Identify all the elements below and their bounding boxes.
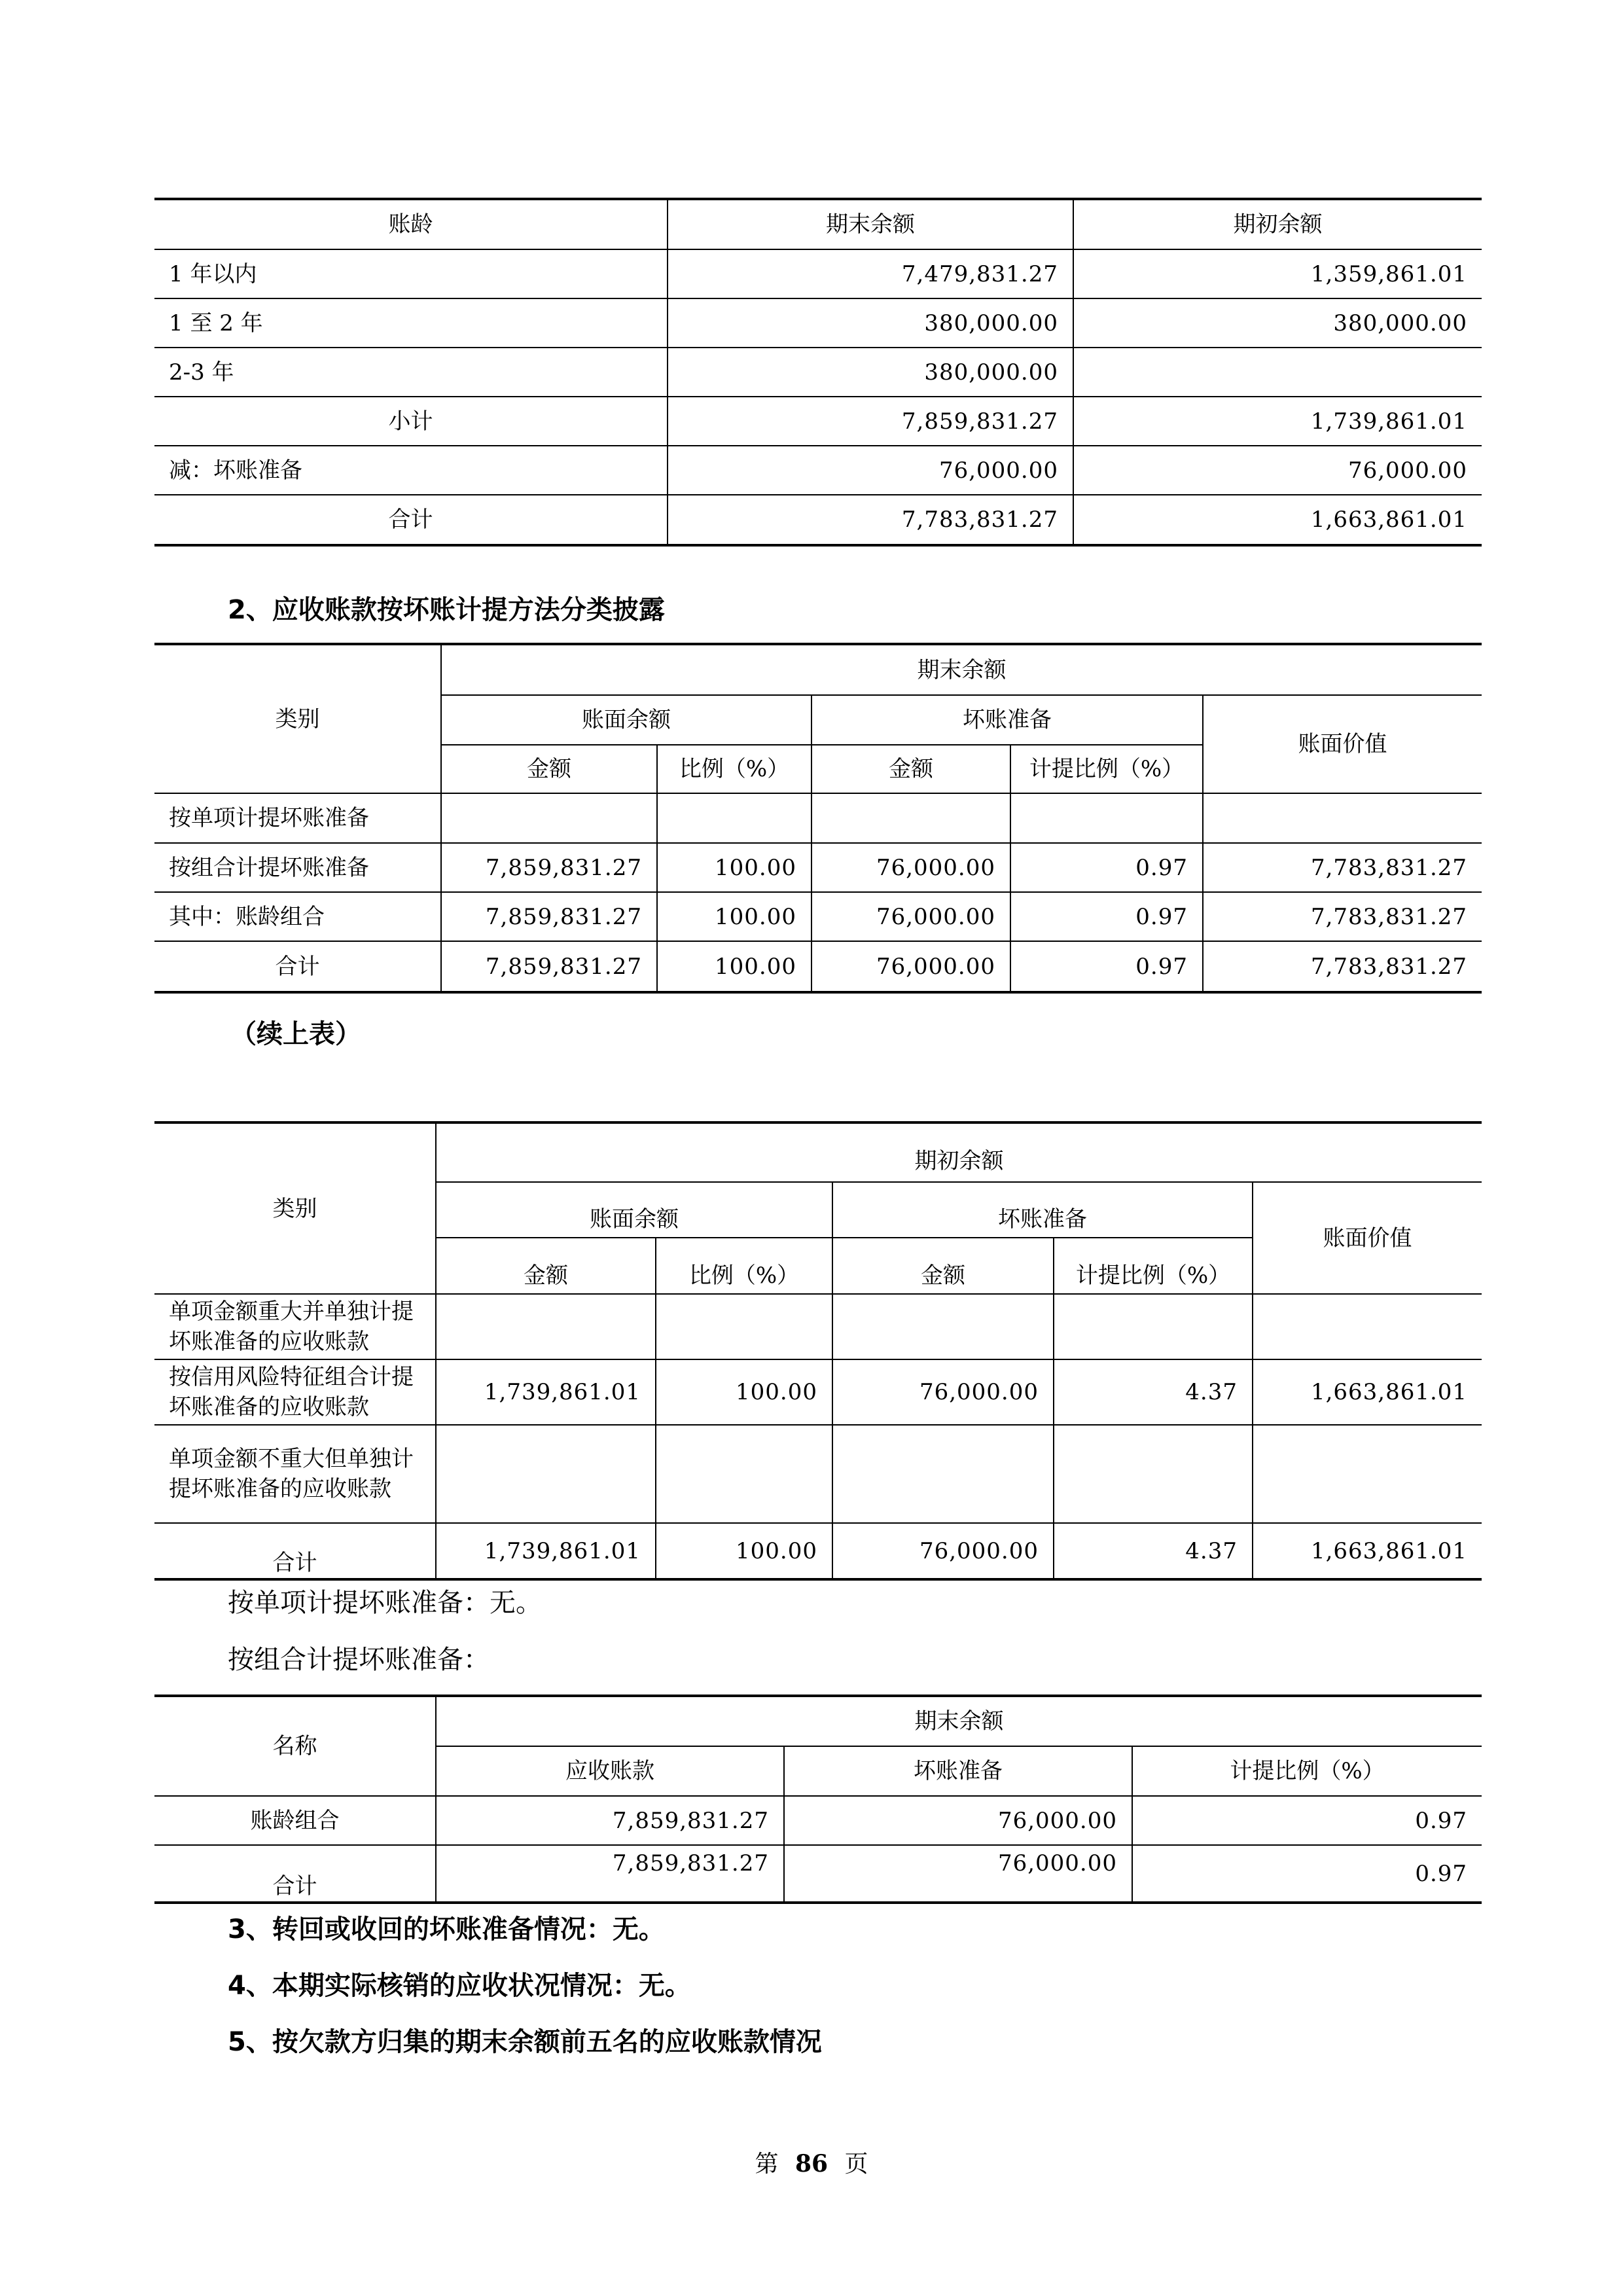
th-receivable: 应收账款 bbox=[436, 1746, 784, 1796]
th-name: 名称 bbox=[154, 1696, 436, 1796]
bad-debt: 76,000.00 bbox=[784, 1845, 1132, 1903]
th-end-balance: 期末余额 bbox=[668, 199, 1073, 249]
th-book-value: 账面价值 bbox=[1203, 695, 1482, 793]
th-amount: 金额 bbox=[436, 1238, 656, 1294]
th-period: 期末余额 bbox=[436, 1696, 1482, 1746]
row-label: 单项金额不重大但单独计提坏账准备的应收账款 bbox=[154, 1425, 436, 1523]
ratio: 100.00 bbox=[656, 1359, 832, 1425]
amount: 7,859,831.27 bbox=[441, 843, 657, 892]
ratio: 100.00 bbox=[657, 892, 812, 941]
row-label: 2-3 年 bbox=[154, 348, 668, 397]
table-row bbox=[154, 348, 1482, 397]
th-book-balance: 账面余额 bbox=[436, 1182, 832, 1238]
ratio: 100.00 bbox=[657, 941, 812, 992]
th-provision-ratio: 计提比例（%） bbox=[1010, 745, 1203, 793]
book-value: 7,783,831.27 bbox=[1203, 892, 1482, 941]
table-row bbox=[154, 1359, 1482, 1425]
book-value: 1,663,861.01 bbox=[1253, 1359, 1482, 1425]
table-row bbox=[154, 1425, 1482, 1523]
row-label: 合计 bbox=[154, 941, 441, 992]
footer-suffix: 页 bbox=[844, 2151, 868, 2178]
th-begin-balance: 期初余额 bbox=[1073, 199, 1482, 249]
begin-balance: 1,739,861.01 bbox=[1073, 397, 1482, 446]
amount: 7,859,831.27 bbox=[441, 941, 657, 992]
ratio: 100.00 bbox=[657, 843, 812, 892]
table-row bbox=[154, 446, 1482, 495]
bad-debt bbox=[812, 793, 1010, 843]
bad-debt: 76,000.00 bbox=[812, 941, 1010, 992]
table-row bbox=[154, 843, 1482, 892]
th-aging: 账龄 bbox=[154, 199, 668, 249]
classification-table-begin bbox=[154, 1121, 1482, 1581]
th-amount: 金额 bbox=[812, 745, 1010, 793]
row-label: 合计 bbox=[154, 495, 668, 545]
table-row bbox=[154, 793, 1482, 843]
row-label: 按组合计提坏账准备 bbox=[154, 843, 441, 892]
footer-prefix: 第 bbox=[755, 2151, 779, 2178]
th-provision-ratio: 计提比例（%） bbox=[1132, 1746, 1482, 1796]
provision-ratio: 0.97 bbox=[1132, 1845, 1482, 1903]
note-single-provision: 按单项计提坏账准备：无。 bbox=[228, 1588, 542, 1618]
row-label: 合计 bbox=[154, 1523, 436, 1579]
book-value bbox=[1253, 1294, 1482, 1359]
row-label: 按信用风险特征组合计提坏账准备的应收账款 bbox=[154, 1359, 436, 1425]
provision-ratio: 0.97 bbox=[1010, 843, 1203, 892]
aging-table bbox=[154, 198, 1482, 547]
begin-balance bbox=[1073, 348, 1482, 397]
th-bad-debt: 坏账准备 bbox=[832, 1182, 1253, 1238]
provision-ratio: 0.97 bbox=[1132, 1796, 1482, 1845]
bad-debt: 76,000.00 bbox=[832, 1523, 1054, 1579]
amount bbox=[436, 1294, 656, 1359]
classification-table-end bbox=[154, 643, 1482, 994]
amount bbox=[441, 793, 657, 843]
end-balance: 7,479,831.27 bbox=[668, 249, 1073, 298]
provision-ratio bbox=[1054, 1294, 1253, 1359]
note-combo-provision: 按组合计提坏账准备： bbox=[228, 1645, 490, 1675]
amount: 1,739,861.01 bbox=[436, 1359, 656, 1425]
th-ratio: 比例（%） bbox=[656, 1238, 832, 1294]
combo-provision-table bbox=[154, 1695, 1482, 1904]
bad-debt bbox=[832, 1294, 1054, 1359]
begin-balance: 380,000.00 bbox=[1073, 298, 1482, 348]
bad-debt: 76,000.00 bbox=[812, 843, 1010, 892]
row-label: 小计 bbox=[154, 397, 668, 446]
amount: 7,859,831.27 bbox=[441, 892, 657, 941]
continued-label: （续上表） bbox=[230, 1019, 361, 1049]
table-row bbox=[154, 1845, 1482, 1903]
th-bad-debt: 坏账准备 bbox=[784, 1746, 1132, 1796]
end-balance: 7,859,831.27 bbox=[668, 397, 1073, 446]
row-label: 其中：账龄组合 bbox=[154, 892, 441, 941]
row-label: 合计 bbox=[154, 1845, 436, 1903]
receivable: 7,859,831.27 bbox=[436, 1796, 784, 1845]
th-period: 期末余额 bbox=[441, 644, 1482, 695]
section-2-title: 2、应收账款按坏账计提方法分类披露 bbox=[228, 595, 665, 625]
ratio bbox=[656, 1294, 832, 1359]
end-balance: 380,000.00 bbox=[668, 348, 1073, 397]
row-label: 1 年以内 bbox=[154, 249, 668, 298]
section-5-title: 5、按欠款方归集的期末余额前五名的应收账款情况 bbox=[228, 2027, 822, 2057]
provision-ratio: 4.37 bbox=[1054, 1523, 1253, 1579]
table-row bbox=[154, 1523, 1482, 1579]
th-amount: 金额 bbox=[832, 1238, 1054, 1294]
table-row bbox=[154, 941, 1482, 992]
row-label: 按单项计提坏账准备 bbox=[154, 793, 441, 843]
end-balance: 380,000.00 bbox=[668, 298, 1073, 348]
bad-debt: 76,000.00 bbox=[832, 1359, 1054, 1425]
ratio bbox=[657, 793, 812, 843]
book-value: 7,783,831.27 bbox=[1203, 941, 1482, 992]
table-row bbox=[154, 1796, 1482, 1845]
table-row bbox=[154, 249, 1482, 298]
th-book-value: 账面价值 bbox=[1253, 1182, 1482, 1294]
ratio bbox=[656, 1425, 832, 1523]
receivable: 7,859,831.27 bbox=[436, 1845, 784, 1903]
bad-debt: 76,000.00 bbox=[812, 892, 1010, 941]
th-book-balance: 账面余额 bbox=[441, 695, 812, 745]
th-period: 期初余额 bbox=[436, 1122, 1482, 1182]
th-provision-ratio: 计提比例（%） bbox=[1054, 1238, 1253, 1294]
bad-debt: 76,000.00 bbox=[784, 1796, 1132, 1845]
bad-debt bbox=[832, 1425, 1054, 1523]
provision-ratio bbox=[1054, 1425, 1253, 1523]
table-row bbox=[154, 1294, 1482, 1359]
table-row bbox=[154, 892, 1482, 941]
table-row bbox=[154, 495, 1482, 545]
row-label: 1 至 2 年 bbox=[154, 298, 668, 348]
th-category: 类别 bbox=[154, 644, 441, 793]
th-bad-debt: 坏账准备 bbox=[812, 695, 1203, 745]
th-amount: 金额 bbox=[441, 745, 657, 793]
table-row bbox=[154, 397, 1482, 446]
provision-ratio: 0.97 bbox=[1010, 941, 1203, 992]
end-balance: 76,000.00 bbox=[668, 446, 1073, 495]
book-value: 7,783,831.27 bbox=[1203, 843, 1482, 892]
row-label: 单项金额重大并单独计提坏账准备的应收账款 bbox=[154, 1294, 436, 1359]
th-ratio: 比例（%） bbox=[657, 745, 812, 793]
provision-ratio bbox=[1010, 793, 1203, 843]
book-value: 1,663,861.01 bbox=[1253, 1523, 1482, 1579]
provision-ratio: 0.97 bbox=[1010, 892, 1203, 941]
provision-ratio: 4.37 bbox=[1054, 1359, 1253, 1425]
page-number: 86 bbox=[794, 2150, 829, 2178]
section-4-title: 4、本期实际核销的应收状况情况：无。 bbox=[228, 1971, 691, 2001]
table-row bbox=[154, 298, 1482, 348]
end-balance: 7,783,831.27 bbox=[668, 495, 1073, 545]
begin-balance: 1,359,861.01 bbox=[1073, 249, 1482, 298]
book-value bbox=[1253, 1425, 1482, 1523]
begin-balance: 1,663,861.01 bbox=[1073, 495, 1482, 545]
ratio: 100.00 bbox=[656, 1523, 832, 1579]
th-category: 类别 bbox=[154, 1122, 436, 1294]
row-label: 减：坏账准备 bbox=[154, 446, 668, 495]
amount bbox=[436, 1425, 656, 1523]
row-label: 账龄组合 bbox=[154, 1796, 436, 1845]
page-footer bbox=[0, 2145, 1623, 2179]
amount: 1,739,861.01 bbox=[436, 1523, 656, 1579]
begin-balance: 76,000.00 bbox=[1073, 446, 1482, 495]
section-3-title: 3、转回或收回的坏账准备情况：无。 bbox=[228, 1914, 665, 1945]
book-value bbox=[1203, 793, 1482, 843]
